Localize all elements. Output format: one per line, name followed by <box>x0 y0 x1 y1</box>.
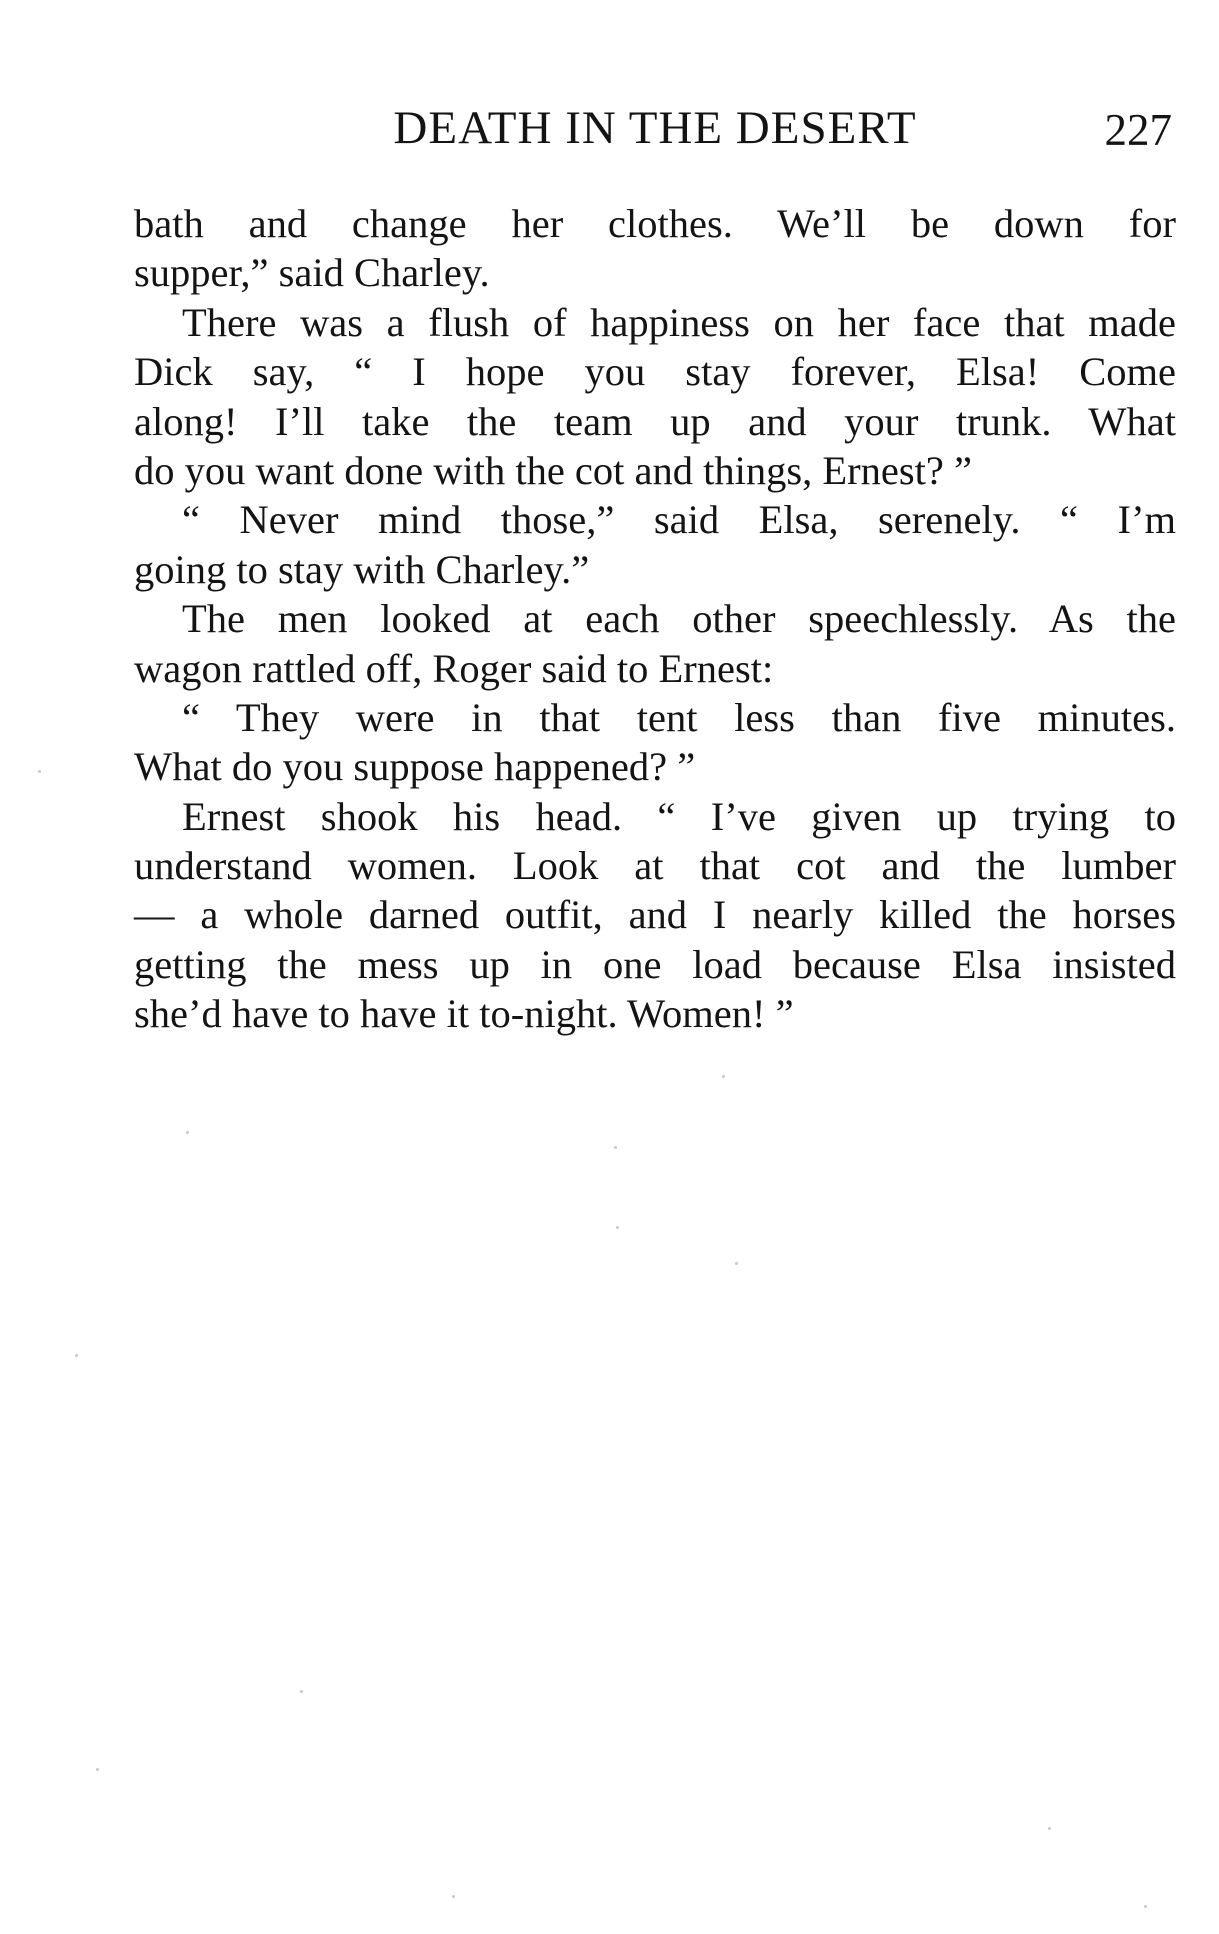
paragraph-2 <box>134 298 1176 496</box>
text-line: Dick say, “ I hope you stay forever, Elsa! Come <box>134 349 1176 395</box>
running-title: DEATH IN THE DESERT <box>393 102 917 154</box>
text-line: Ernest shook his head. “ I’ve given up trying to <box>182 793 1176 839</box>
text-line: There was a flush of happiness on her face that made <box>182 299 1176 345</box>
scan-speck <box>75 1354 78 1357</box>
text-line: she’d have to have it to-night. Women! ” <box>134 991 794 1037</box>
paragraph-4 <box>134 594 1176 693</box>
scan-speck <box>1144 1905 1147 1908</box>
scan-speck <box>614 1146 617 1149</box>
page-number: 227 <box>1104 105 1172 155</box>
text-line: “ Never mind those,” said Elsa, serenely. “ I’m <box>182 497 1176 543</box>
scan-speck <box>452 1895 455 1898</box>
running-head <box>134 98 1176 158</box>
body-text <box>134 199 1176 1039</box>
text-line: The men looked at each other speechlessly. As the <box>182 596 1176 642</box>
scan-speck <box>735 1262 738 1265</box>
text-line: getting the mess up in one load because Elsa insisted <box>134 941 1176 987</box>
scan-speck <box>300 1690 303 1693</box>
scan-speck <box>1048 1827 1051 1830</box>
text-line: bath and change her clothes. We’ll be down for <box>134 201 1176 246</box>
paragraph-5 <box>134 693 1176 792</box>
paragraph-1 <box>134 199 1176 298</box>
text-line: “ They were in that tent less than five minutes. <box>182 694 1176 740</box>
paragraph-3 <box>134 495 1176 594</box>
text-line: — a whole darned outfit, and I nearly killed the horses <box>134 892 1176 938</box>
text-line: What do you suppose happened? ” <box>134 744 696 790</box>
text-line: along! I’ll take the team up and your trunk. What <box>134 398 1176 444</box>
scan-speck <box>616 1226 619 1229</box>
scan-speck <box>38 770 41 773</box>
text-line: supper,” said Charley. <box>134 250 490 296</box>
text-line: wagon rattled off, Roger said to Ernest: <box>134 645 774 691</box>
paragraph-6 <box>134 792 1176 1039</box>
text-line: understand women. Look at that cot and the lumber <box>134 843 1176 889</box>
text-line: going to stay with Charley.” <box>134 546 590 592</box>
scan-speck <box>722 1075 725 1078</box>
text-line: do you want done with the cot and things, Ernest? ” <box>134 447 972 493</box>
scan-speck <box>96 1768 99 1771</box>
scan-speck <box>186 1131 189 1134</box>
